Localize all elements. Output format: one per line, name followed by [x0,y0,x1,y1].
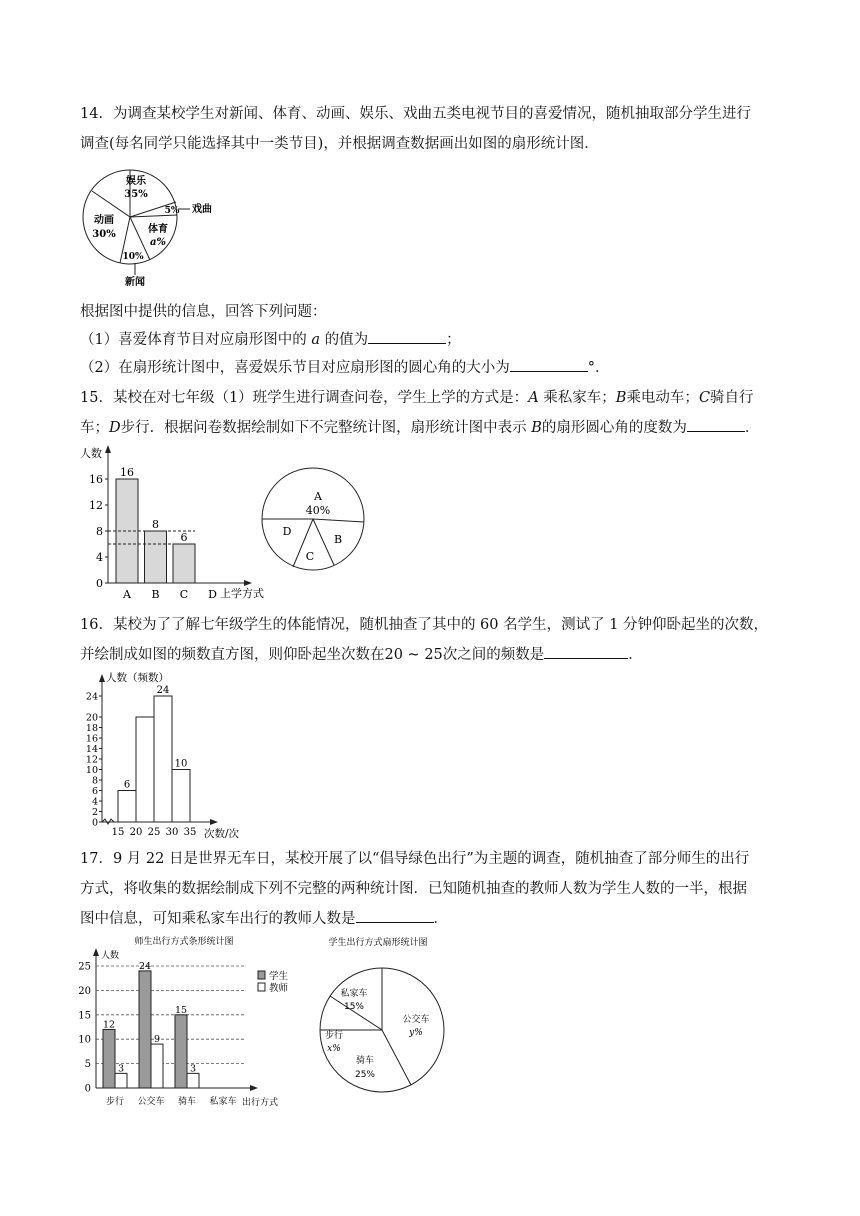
q15-y-tick-label: 0 [96,577,103,590]
q15-text: 车； [80,420,109,436]
q14-label-tiyu: 体育 [148,224,168,235]
q16-y-tick-label: 12 [85,754,98,766]
q16-bar [172,770,190,823]
q16-y-tick-label: 8 [91,775,98,787]
q16-x-tick-label: 20 [129,827,143,838]
q17-student-bar [175,1015,187,1088]
q16-line1: 16．某校为了了解七年级学生的体能情况，随机抽查了其中的 60 名学生，测试了 1 分钟仰卧起坐的次数， [80,617,769,633]
q15-category-label: D [208,588,217,601]
q15-pie-label-b: B [333,533,343,546]
q14-pie-chart [80,167,220,287]
q17-teacher-bar [115,1073,127,1088]
q17-line3 [80,905,780,933]
q14-label-xiqu: 戏曲 [192,204,212,215]
q15-text: 的扇形圆心角的度数为 [541,420,687,436]
q16-line2 [80,641,780,669]
q15-text: 乘电动车； [626,390,699,406]
q15-y-tick-label: 4 [96,551,103,564]
q17-student-value: 24 [138,960,152,972]
q15-bar-value: 8 [152,518,159,531]
q15-category-label: B [151,588,160,601]
q14-sub2 [80,354,780,382]
q16-x-tick-label: 35 [183,827,197,838]
q17-teacher-value: 9 [153,1034,161,1046]
q17-teacher-value: 3 [117,1063,125,1075]
q17-pie-label-buxing: 步行 [324,1031,344,1041]
q16-histogram [78,670,278,840]
q16-y-tick-label: 20 [85,712,98,724]
q16-y-tick-label: 24 [85,691,98,703]
q15-text: 乘私家车； [543,390,616,406]
q17-pie-value-sijiache: 15% [343,1002,365,1012]
q17-legend-student-label: 学生 [269,971,289,982]
q17-text: 图中信息，可知乘私家车出行的教师人数是 [80,911,356,927]
q17-y-arrow [93,948,99,956]
q16-text: 并绘制成如图的频数直方图，则仰卧起坐次数在 [80,647,385,663]
q17-pie-label-gongjiao: 公交车 [402,1015,430,1025]
q17-category-label: 骑车 [177,1097,197,1107]
q17-student-value: 12 [102,1019,116,1031]
q14-label-xinwen: 新闻 [125,277,145,288]
q17-teacher-value: 3 [189,1063,197,1075]
q17-category-label: 公交车 [137,1097,165,1107]
q14-sub1-var: a [311,332,320,348]
q14-value-xinwen: 10% [122,252,144,262]
q17-bar-chart [74,934,294,1109]
q16-blank[interactable] [544,642,628,659]
q15-line2 [80,414,780,442]
q15-y-tick-label: 12 [89,499,103,512]
q16-bar-value: 6 [123,779,131,791]
q14-sub1-end: ； [446,332,461,348]
q16-y-tick-label: 10 [85,765,98,776]
q17-bar-title: 师生出行方式条形统计图 [134,937,234,947]
q15-blank[interactable] [687,415,745,432]
q14-sub1-pre: （1）喜爱体育节目对应扇形图中的 [80,332,307,348]
q15-pie-value-a: 40% [305,504,331,517]
q16-bar [118,791,136,823]
q15-pie-label-c: C [305,550,315,563]
q15-pie-chart [258,464,378,584]
q15-y-tick-label: 16 [89,473,103,486]
q15-y-label: 人数 [80,447,102,460]
q16-y-tick-label: 6 [91,786,98,797]
q16-y-tick-label: 14 [85,744,98,755]
q16-y-tick-label: 18 [85,723,98,734]
q15-bar-chart [78,443,278,603]
q16-x-tick-label: 15 [111,827,125,838]
q17-student-bar [103,1029,115,1088]
q17-legend-student-swatch [258,971,265,979]
q14-sub1 [80,326,780,354]
q17-pie-title: 学生出行方式扇形统计图 [328,938,428,948]
q17-category-label: 步行 [105,1097,125,1107]
q17-blank[interactable] [356,906,434,923]
q15-text: 骑自行 [710,390,754,406]
q14-value-tiyu: a% [150,237,166,248]
q17-y-tick-label: 20 [78,985,91,997]
q16-y-tick-label: 4 [91,796,98,808]
q17-pie-chart [312,934,472,1104]
q17-legend-teacher-label: 教师 [269,983,289,994]
q14-sub1-post: 的值为 [324,332,369,348]
q16-y-tick-label: 16 [85,733,98,745]
q17-pie-value-buxing: x% [327,1044,341,1054]
q16-x-tick-label: 30 [165,827,179,838]
q15-bar-value: 6 [180,531,188,544]
q14-line1: 14．为调查某校学生对新闻、体育、动画、娱乐、戏曲五类电视节目的喜爱情况，随机抽取部分学生进行 [80,106,751,122]
q17-line2: 方式，将收集的数据绘制成下列不完整的两种统计图．已知随机抽查的教师人数为学生人数的一半，根据 [80,881,747,897]
q15-pie-label-d: D [282,525,292,538]
q16-x-label: 次数/次 [204,828,240,840]
q14-line2: 调查(每名同学只能选择其中一类节目)，并根据调查数据画出如图的扇形统计图． [80,136,599,152]
q14-sub2-pre: （2）在扇形统计图中，喜爱娱乐节目对应扇形图的圆心角的大小为 [80,360,510,376]
q15-category-label: A [123,588,131,601]
q17-pie-value-gongjiao: y% [409,1028,423,1038]
q17-line1: 17．9 月 22 日是世界无车日，某校开展了以“倡导绿色出行”为主题的调查，随机抽查了部分师生的出行 [80,851,750,867]
q15-line1 [80,384,780,412]
q14-sub2-blank[interactable] [510,355,588,372]
q15-var-a: A [528,390,539,406]
q17-pie-label-qiche: 骑车 [355,1056,375,1066]
q17-category-label: 私家车 [209,1097,237,1107]
q16-y-arrow [99,674,105,682]
q17-y-tick-label: 25 [78,961,91,973]
q14-sub1-blank[interactable] [368,327,446,344]
q16-y-tick-label: 2 [91,807,98,818]
q16-text: ． [628,647,643,663]
q17-teacher-bar [187,1073,199,1088]
q17-pie-value-qiche: 25% [354,1070,376,1080]
q17-y-tick-label: 15 [78,1010,91,1022]
q17-y-label: 人数 [101,951,120,961]
q17-student-bar [139,971,151,1088]
q16-range: 20 ~ 25 [384,647,443,663]
q17-pie-label-sijiache: 私家车 [340,989,368,999]
q15-x-arrow [244,580,252,586]
q16-y-tick-label: 0 [91,817,98,829]
q17-y-tick-label: 5 [84,1059,91,1071]
q15-pie-label-a: A [314,490,322,503]
q16-x-arrow [210,819,218,825]
q14-sub2-end: °． [587,360,610,376]
q17-teacher-bar [151,1044,163,1088]
q17-legend-teacher-swatch [258,983,265,991]
q16-x-tick-label: 25 [147,827,161,838]
q15-x-label: 上学方式 [220,587,264,600]
q15-y-arrow [105,445,111,453]
q17-text: ． [433,911,448,927]
q14-label-donghua: 动画 [94,215,114,226]
q14-value-xiqu: 5% [164,206,180,216]
q15-bar-value: 16 [120,466,134,479]
q17-x-arrow [250,1085,258,1091]
q15-text: ． [744,420,760,436]
q15-bar [173,544,195,583]
q14-intro: 根据图中提供的信息，回答下列问题： [80,304,327,320]
q14-label-yule: 娱乐 [126,176,146,187]
q15-y-tick-label: 8 [96,525,103,538]
q15-text: 15．某校在对七年级（1）班学生进行调查问卷，学生上学的方式是： [80,390,529,406]
q17-student-value: 15 [174,1004,188,1016]
q17-y-tick-label: 0 [84,1083,91,1095]
q16-text: 次之间的频数是 [442,647,545,663]
q15-var-c: C [698,390,711,406]
q15-var-b: B [531,420,542,436]
q14-value-donghua: 30% [92,229,116,240]
q15-text: 步行．根据问卷数据绘制如下不完整统计图，扇形统计图中表示 [120,420,527,436]
q17-x-label: 出行方式 [242,1098,279,1108]
q15-bar [145,531,167,583]
q15-var-b: B [615,390,627,406]
q16-bar-value: 10 [174,758,188,770]
q16-bar-value: 24 [156,685,170,696]
q17-y-tick-label: 10 [78,1034,91,1046]
q14-value-yule: 35% [124,189,148,200]
q15-category-label: C [179,588,189,601]
q16-bar [136,717,154,822]
q15-var-d: D [109,420,121,436]
q16-bar [154,696,172,822]
q16-y-label: 人数（频数） [106,672,169,684]
